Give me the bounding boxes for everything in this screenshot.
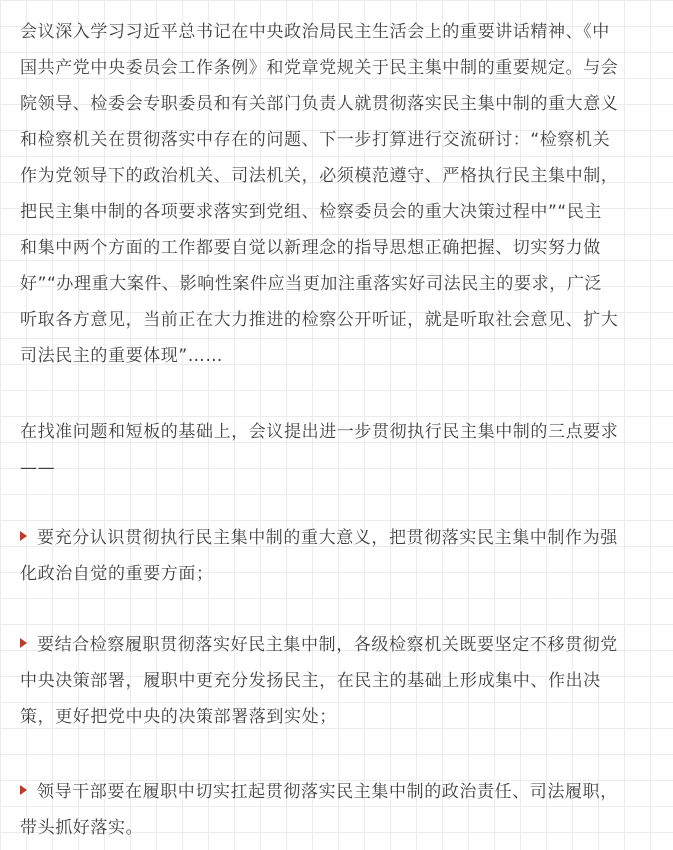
requirement-text: 领导干部要在履职中切实扛起贯彻落实民主集中制的政治责任、司法履职， [37,782,618,802]
text-line: 在找准问题和短板的基础上，会议提出进一步贯彻执行民主集中制的三点要求 [20,422,619,442]
text-line: 国共产党中央委员会工作条例》和党章党规关于民主集中制的重要规定。与会 [20,58,619,78]
text-line: 带头抓好落实。 [20,818,144,838]
red-triangle-marker-icon [20,785,27,795]
requirement-text: 要充分认识贯彻执行民主集中制的重大意义，把贯彻落实民主集中制作为强 [37,528,618,548]
text-line: 作为党领导下的政治机关、司法机关，必须模范遵守、严格执行民主集中制， [20,166,619,186]
text-line: 中央决策部署，履职中更充分发扬民主，在民主的基础上形成集中、作出决 [20,671,601,691]
requirement-item-2 [20,627,670,735]
requirement-item-3 [20,774,670,846]
requirement-item-1 [20,520,670,592]
text-line: —— [20,458,56,478]
text-line: 策，更好把党中央的决策部署落到实处； [20,707,337,727]
text-line: 司法民主的重要体现”…… [20,346,224,366]
text-line: 和检察机关在贯彻落实中存在的问题、下一步打算进行交流研讨：“检察机关 [20,130,611,150]
text-line: 把民主集中制的各项要求落实到党组、检察委员会的重大决策过程中”“民主 [20,202,603,222]
text-line: 和集中两个方面的工作都要自觉以新理念的指导思想正确把握、切实努力做 [20,238,601,258]
intro-paragraph [20,14,670,374]
red-triangle-marker-icon [20,638,27,648]
text-line [20,520,670,556]
text-line: 化政治自觉的重要方面； [20,564,214,584]
text-line [20,774,670,810]
requirement-text: 要结合检察履职贯彻落实好民主集中制，各级检察机关既要坚定不移贯彻党 [37,635,618,655]
text-line [20,627,670,663]
text-line: 好”“办理重大案件、影响性案件应当更加注重落实好司法民主的要求，广泛 [20,274,603,294]
text-line: 院领导、检委会专职委员和有关部门负责人就贯彻落实民主集中制的重大意义 [20,94,619,114]
red-triangle-marker-icon [20,531,27,541]
lead-paragraph [20,414,670,486]
text-line: 听取各方意见，当前正在大力推进的检察公开听证，就是听取社会意见、扩大 [20,310,619,330]
text-line: 会议深入学习习近平总书记在中央政治局民主生活会上的重要讲话精神、《中 [20,22,610,42]
